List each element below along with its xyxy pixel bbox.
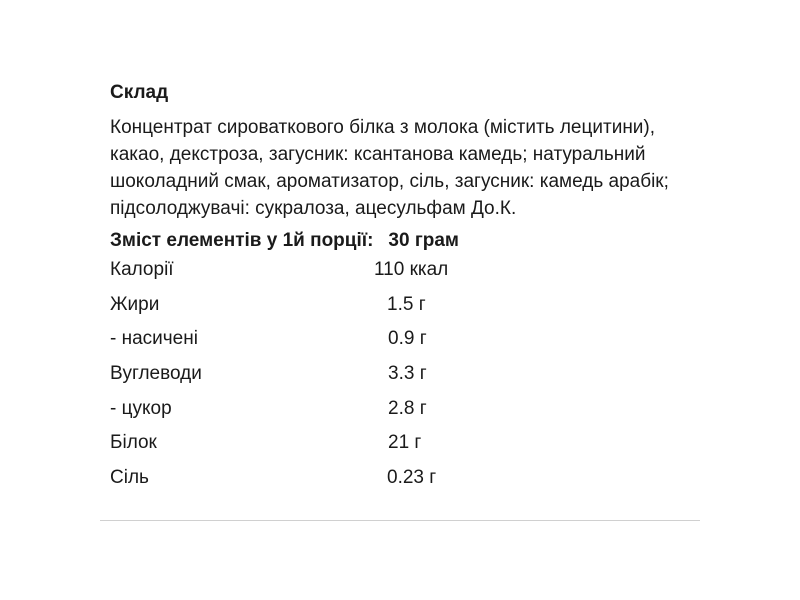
ingredients-line: Концентрат сироваткового білка з молока (містить лецитини), — [110, 117, 656, 138]
nutrient-name: Вуглеводи — [110, 363, 202, 385]
nutrition-row-salt — [110, 463, 510, 498]
nutrient-value: 110 ккал — [374, 259, 449, 280]
ingredients-line: какао, декстроза, загусник: ксантанова камедь; натуральний — [110, 144, 646, 165]
nutrition-row-protein — [110, 428, 510, 463]
divider — [100, 520, 700, 521]
nutrient-name: Сіль — [110, 467, 149, 489]
nutrition-row-saturated — [110, 324, 510, 359]
composition-heading: Склад — [110, 82, 169, 103]
serving-value: 30 грам — [388, 230, 459, 251]
nutrition-row-carbs — [110, 359, 510, 394]
nutrient-name: Білок — [110, 432, 157, 454]
nutrient-value: 0.23 г — [387, 467, 437, 489]
ingredients-text — [110, 114, 710, 222]
ingredients-line: шоколадний смак, ароматизатор, сіль, загусник: камедь арабік; — [110, 171, 669, 192]
composition-section — [110, 80, 710, 254]
nutrient-value: 2.8 г — [388, 397, 427, 419]
nutrient-value: 0.9 г — [388, 328, 427, 350]
serving-label: Зміст елементів у 1й порції: — [110, 230, 374, 251]
nutrient-name: Калорії — [110, 259, 174, 280]
nutrition-row-calories — [110, 255, 510, 290]
ingredients-line: підсолоджувачі: сукралоза, ацесульфам До.К. — [110, 198, 517, 219]
nutrition-row-fats — [110, 290, 510, 325]
serving-size — [110, 228, 710, 254]
nutrient-value: 3.3 г — [388, 363, 427, 385]
nutrition-table — [110, 255, 510, 498]
nutrition-row-sugar — [110, 394, 510, 429]
nutrient-name: - цукор — [110, 397, 172, 419]
nutrient-name: Жири — [110, 293, 160, 315]
nutrient-name: - насичені — [110, 328, 198, 350]
nutrient-value: 1.5 г — [387, 293, 426, 315]
nutrient-value: 21 г — [388, 432, 422, 454]
